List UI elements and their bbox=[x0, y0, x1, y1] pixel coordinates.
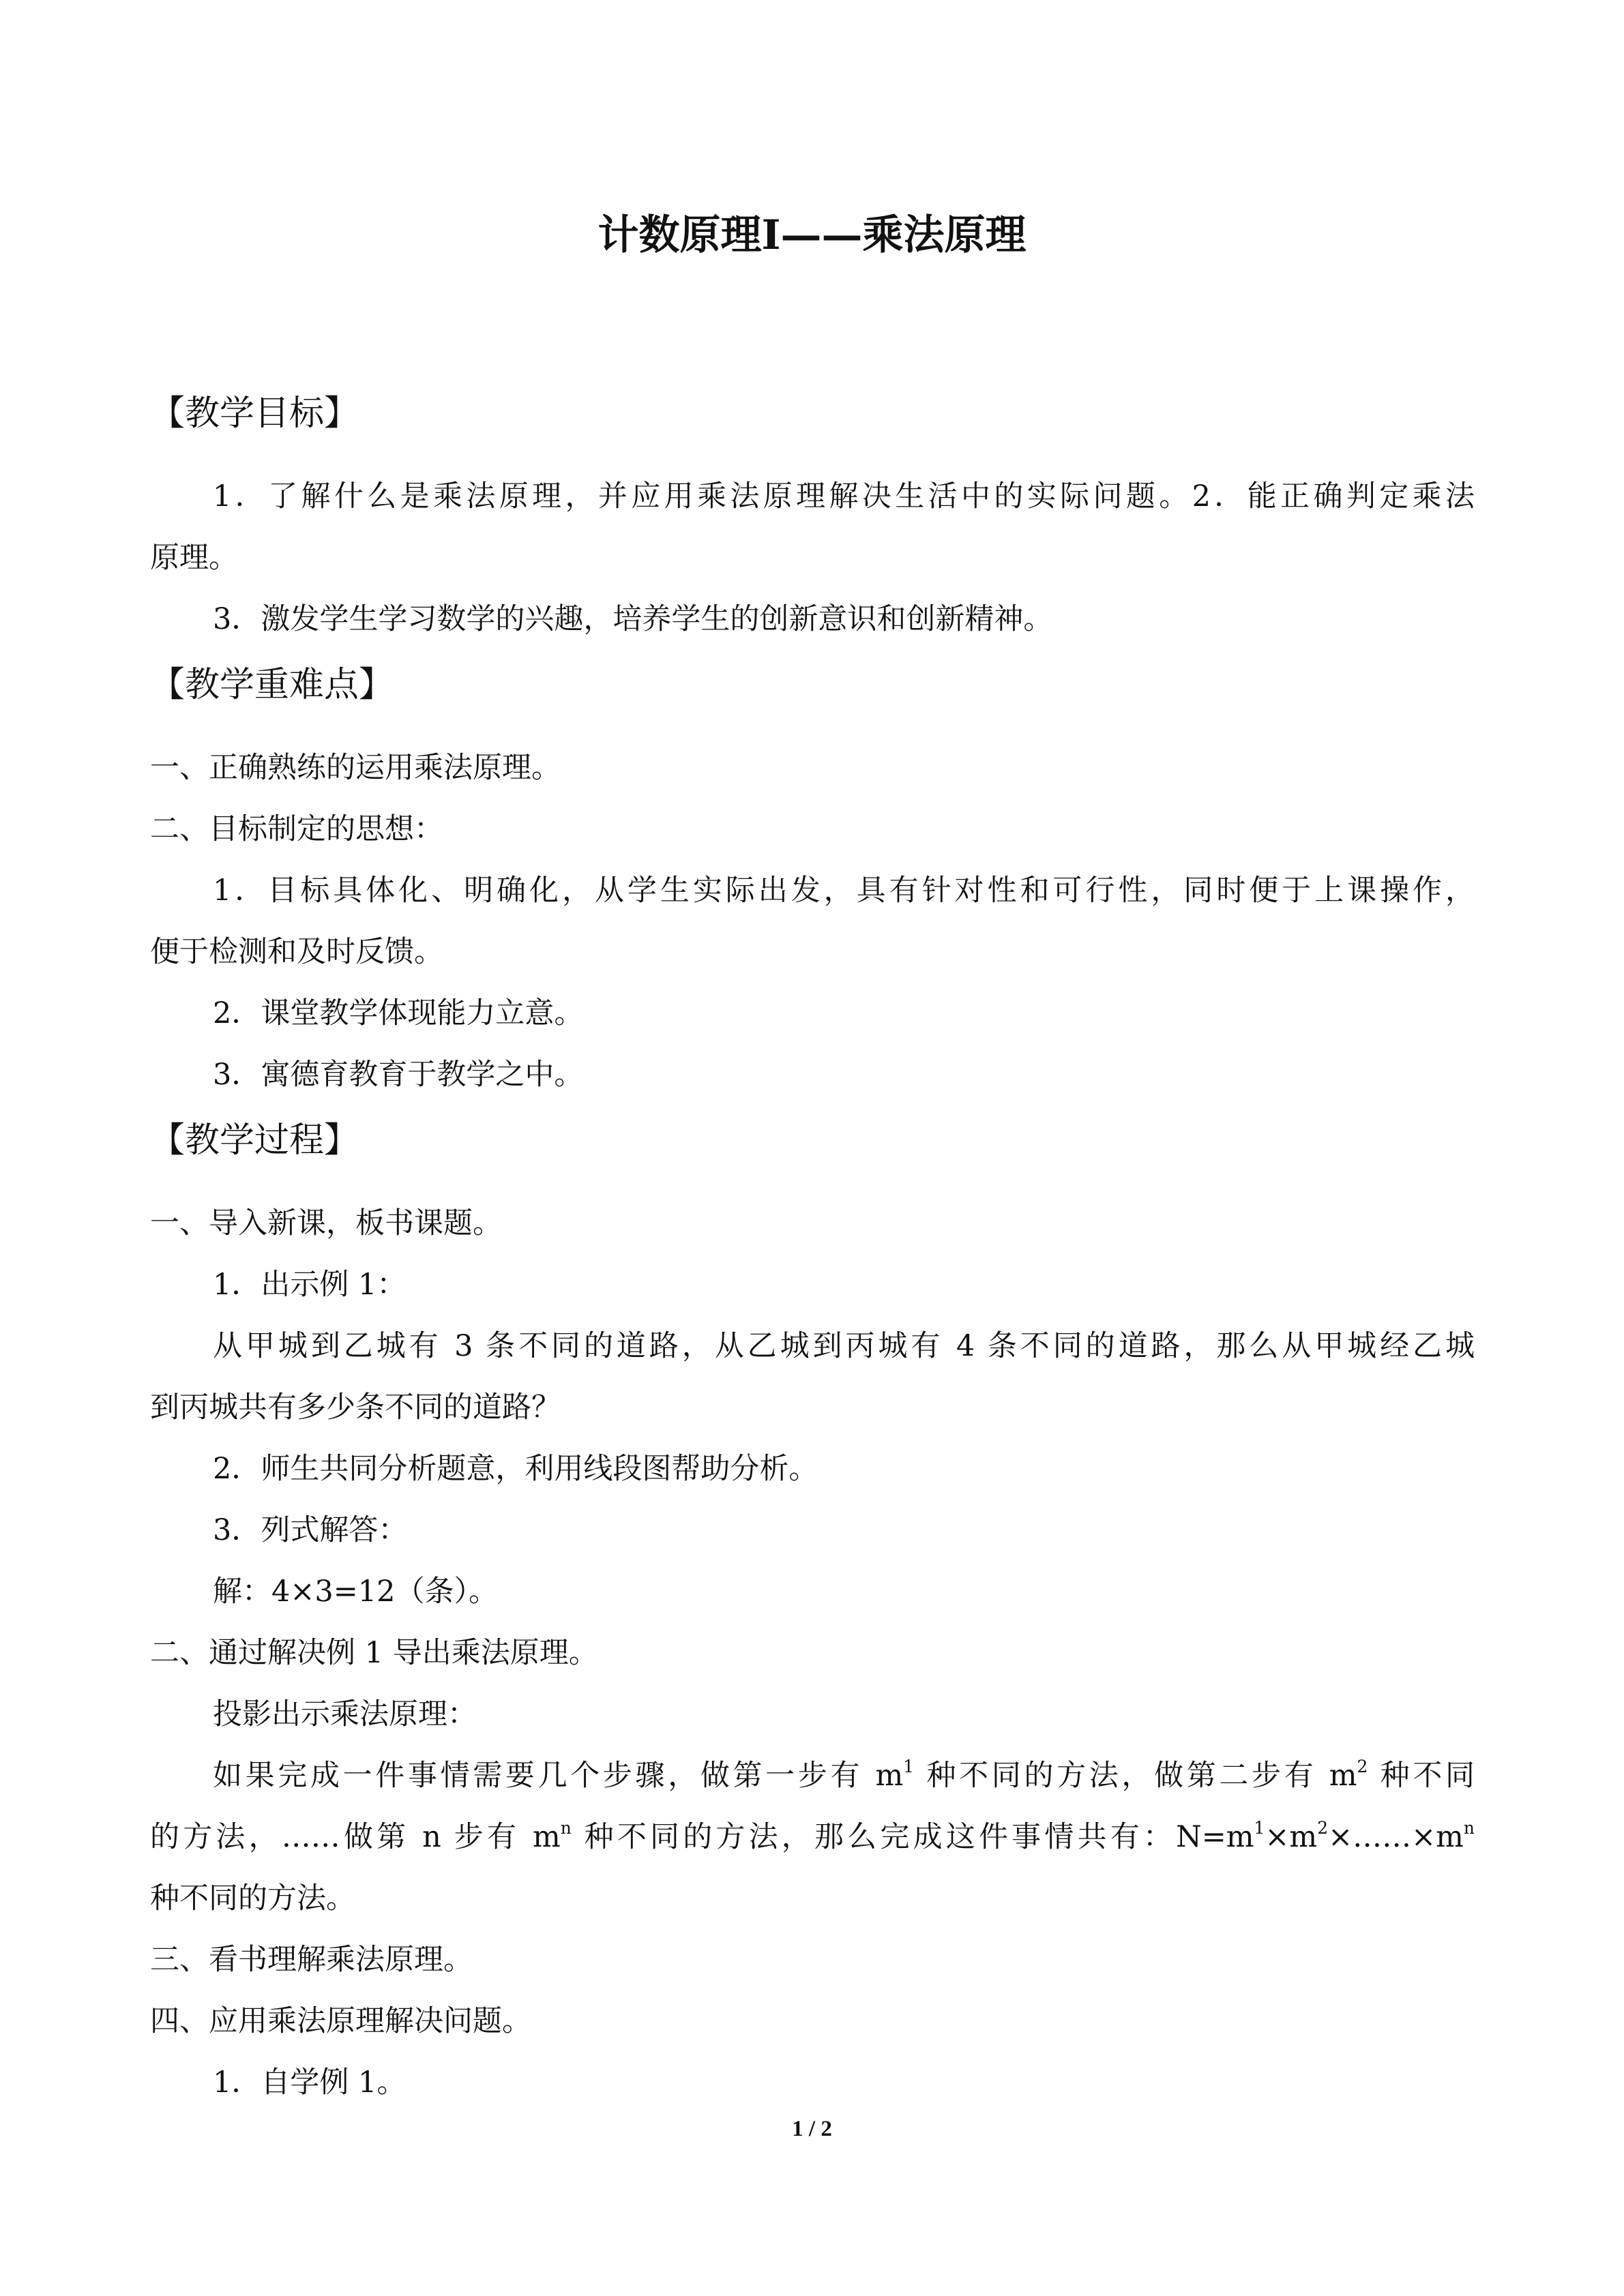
section-heading-objectives: 【教学目标】 bbox=[150, 393, 359, 434]
key-points-line-5: 3．寓德育教育于教学之中。 bbox=[213, 1058, 584, 1092]
process-line-1: 一、导入新课，板书课题。 bbox=[150, 1206, 502, 1240]
process-line-3-cont: 到丙城共有多少条不同的道路？ bbox=[150, 1390, 561, 1425]
multiplication-rule-line-3: 种不同的方法。 bbox=[150, 1881, 355, 1915]
process-line-4: 2．师生共同分析题意，利用线段图帮助分析。 bbox=[213, 1452, 818, 1486]
process-line-11: 1．自学例 1。 bbox=[213, 2066, 407, 2100]
objectives-paragraph-1-cont: 原理。 bbox=[150, 541, 238, 575]
rule-text: ×……×m bbox=[1328, 1820, 1464, 1854]
rule-superscript: 2 bbox=[1357, 1756, 1368, 1776]
rule-text: 种不同的方法，做第二步有 m bbox=[914, 1759, 1357, 1793]
rule-text: ×m bbox=[1265, 1820, 1318, 1854]
rule-superscript: n bbox=[1463, 1817, 1475, 1838]
rule-superscript: 1 bbox=[903, 1756, 915, 1776]
process-line-8: 投影出示乘法原理： bbox=[213, 1697, 477, 1731]
objectives-paragraph-1: 1．了解什么是乘法原理，并应用乘法原理解决生活中的实际问题。2．能正确判定乘法 bbox=[213, 479, 1475, 513]
process-line-2: 1．出示例 1： bbox=[213, 1268, 407, 1302]
process-line-5: 3．列式解答： bbox=[213, 1513, 408, 1547]
section-heading-process: 【教学过程】 bbox=[150, 1120, 359, 1161]
rule-text: 种不同 bbox=[1368, 1759, 1475, 1793]
multiplication-rule-line-1 bbox=[213, 1755, 1475, 1796]
process-line-7: 二、通过解决例 1 导出乘法原理。 bbox=[150, 1636, 598, 1670]
process-line-9: 三、看书理解乘法原理。 bbox=[150, 1943, 473, 1977]
key-points-line-3-cont: 便于检测和及时反馈。 bbox=[150, 935, 443, 969]
key-points-line-1: 一、正确熟练的运用乘法原理。 bbox=[150, 751, 561, 785]
rule-text: 种不同的方法，那么完成这件事情共有：N=m bbox=[571, 1820, 1254, 1854]
key-points-line-2: 二、目标制定的思想： bbox=[150, 812, 443, 846]
rule-superscript: 2 bbox=[1317, 1817, 1329, 1838]
objectives-paragraph-2: 3．激发学生学习数学的兴趣，培养学生的创新意识和创新精神。 bbox=[213, 602, 1053, 636]
rule-text: 的方法，……做第 n 步有 m bbox=[150, 1820, 561, 1854]
page-number: 1 / 2 bbox=[792, 2117, 832, 2141]
section-heading-key-points: 【教学重难点】 bbox=[150, 665, 394, 705]
rule-superscript: n bbox=[560, 1817, 572, 1838]
document-title: 计数原理I——乘法原理 bbox=[597, 211, 1027, 259]
process-line-6: 解：4×3=12（条）。 bbox=[213, 1575, 498, 1609]
rule-superscript: 1 bbox=[1254, 1817, 1265, 1838]
process-line-3: 从甲城到乙城有 3 条不同的道路，从乙城到丙城有 4 条不同的道路，那么从甲城经乙城 bbox=[213, 1329, 1475, 1363]
key-points-line-3: 1．目标具体化、明确化，从学生实际出发，具有针对性和可行性，同时便于上课操作， bbox=[213, 874, 1475, 908]
multiplication-rule-line-2 bbox=[150, 1817, 1475, 1858]
key-points-line-4: 2．课堂教学体现能力立意。 bbox=[213, 996, 584, 1030]
rule-text: 如果完成一件事情需要几个步骤，做第一步有 m bbox=[213, 1759, 904, 1793]
process-line-10: 四、应用乘法原理解决问题。 bbox=[150, 2004, 531, 2038]
